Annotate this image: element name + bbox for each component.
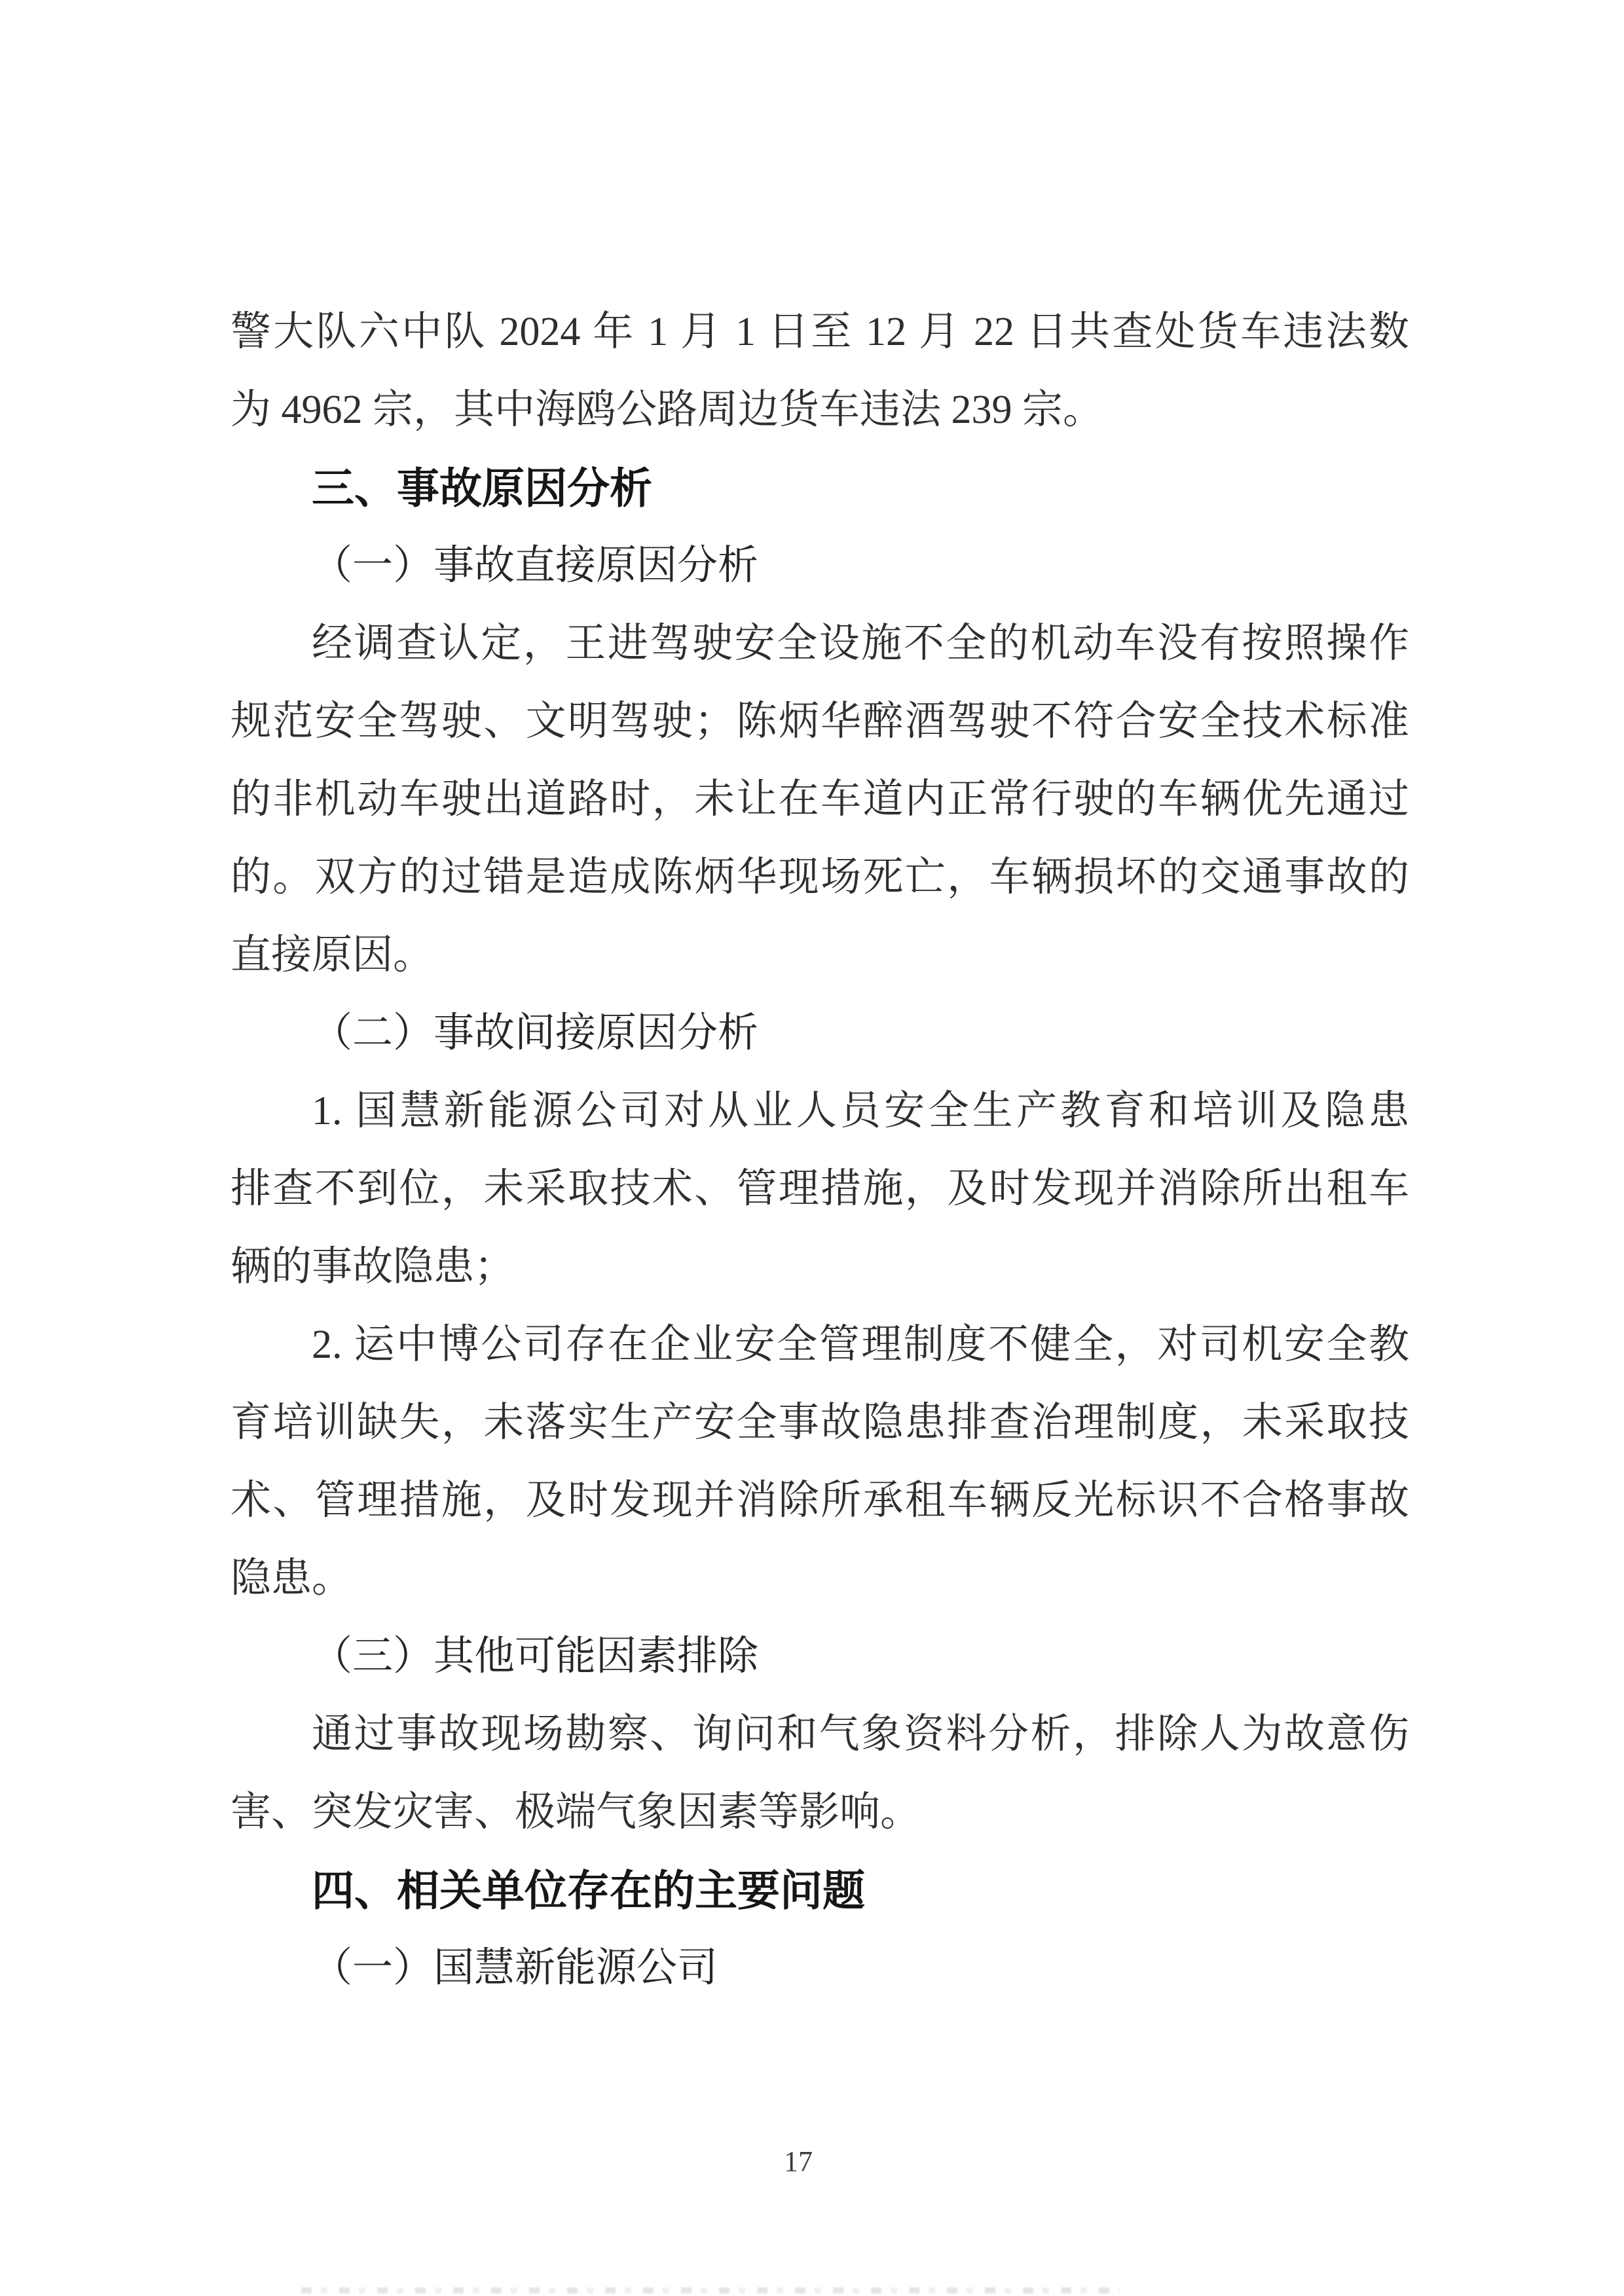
text-line: 辆的事故隐患； [231, 1245, 515, 1289]
text-line: （一）国慧新能源公司 [312, 1946, 718, 1990]
paragraph [231, 605, 1409, 994]
text-line: 育培训缺失，未落实生产安全事故隐患排查治理制度，未采取技 [231, 1400, 1409, 1445]
text-line: 为 4962 宗，其中海鸥公路周边货车违法 239 宗。 [231, 388, 1104, 432]
text-line: 2. 运中博公司存在企业安全管理制度不健全，对司机安全教 [312, 1322, 1409, 1367]
sub-heading [231, 1618, 1409, 1696]
text-line: 隐患。 [231, 1556, 353, 1601]
text-line: （一）事故直接原因分析 [312, 543, 759, 588]
text-line: 警大队六中队 2024 年 1 月 1 日至 12 月 22 日共查处货车违法数 [231, 310, 1409, 354]
text-line: 术、管理措施，及时发现并消除所承租车辆反光标识不合格事故 [231, 1478, 1409, 1523]
text-line: 的。双方的过错是造成陈炳华现场死亡，车辆损坏的交通事故的 [231, 855, 1409, 900]
text-line: （三）其他可能因素排除 [312, 1634, 759, 1679]
paragraph [231, 1306, 1409, 1618]
text-line: 经调查认定，王进驾驶安全设施不全的机动车没有按照操作 [312, 621, 1409, 666]
text-line: 三、事故原因分析 [312, 464, 653, 512]
text-line: 通过事故现场勘察、询问和气象资料分析，排除人为故意伤 [312, 1712, 1409, 1757]
text-line: 害、突发灾害、极端气象因素等影响。 [231, 1790, 921, 1834]
text-line: 的非机动车驶出道路时，未让在车道内正常行驶的车辆优先通过 [231, 777, 1409, 822]
document-body [231, 293, 1409, 2007]
paragraph [231, 1696, 1409, 1851]
page-number: 17 [784, 2145, 813, 2178]
text-line: 规范安全驾驶、文明驾驶；陈炳华醉酒驾驶不符合安全技术标准 [231, 699, 1409, 744]
sub-heading [231, 527, 1409, 605]
text-line: （二）事故间接原因分析 [312, 1011, 759, 1055]
section-heading [231, 1851, 1409, 1929]
sub-heading [231, 994, 1409, 1072]
text-line: 直接原因。 [231, 933, 434, 977]
text-line: 四、相关单位存在的主要问题 [312, 1867, 866, 1914]
paragraph [231, 1072, 1409, 1306]
scan-artifact [301, 2287, 1120, 2293]
paragraph [231, 293, 1409, 449]
sub-heading [231, 1929, 1409, 2007]
section-heading [231, 449, 1409, 527]
text-line: 1. 国慧新能源公司对从业人员安全生产教育和培训及隐患 [312, 1089, 1409, 1133]
text-line: 排查不到位，未采取技术、管理措施，及时发现并消除所出租车 [231, 1167, 1409, 1211]
